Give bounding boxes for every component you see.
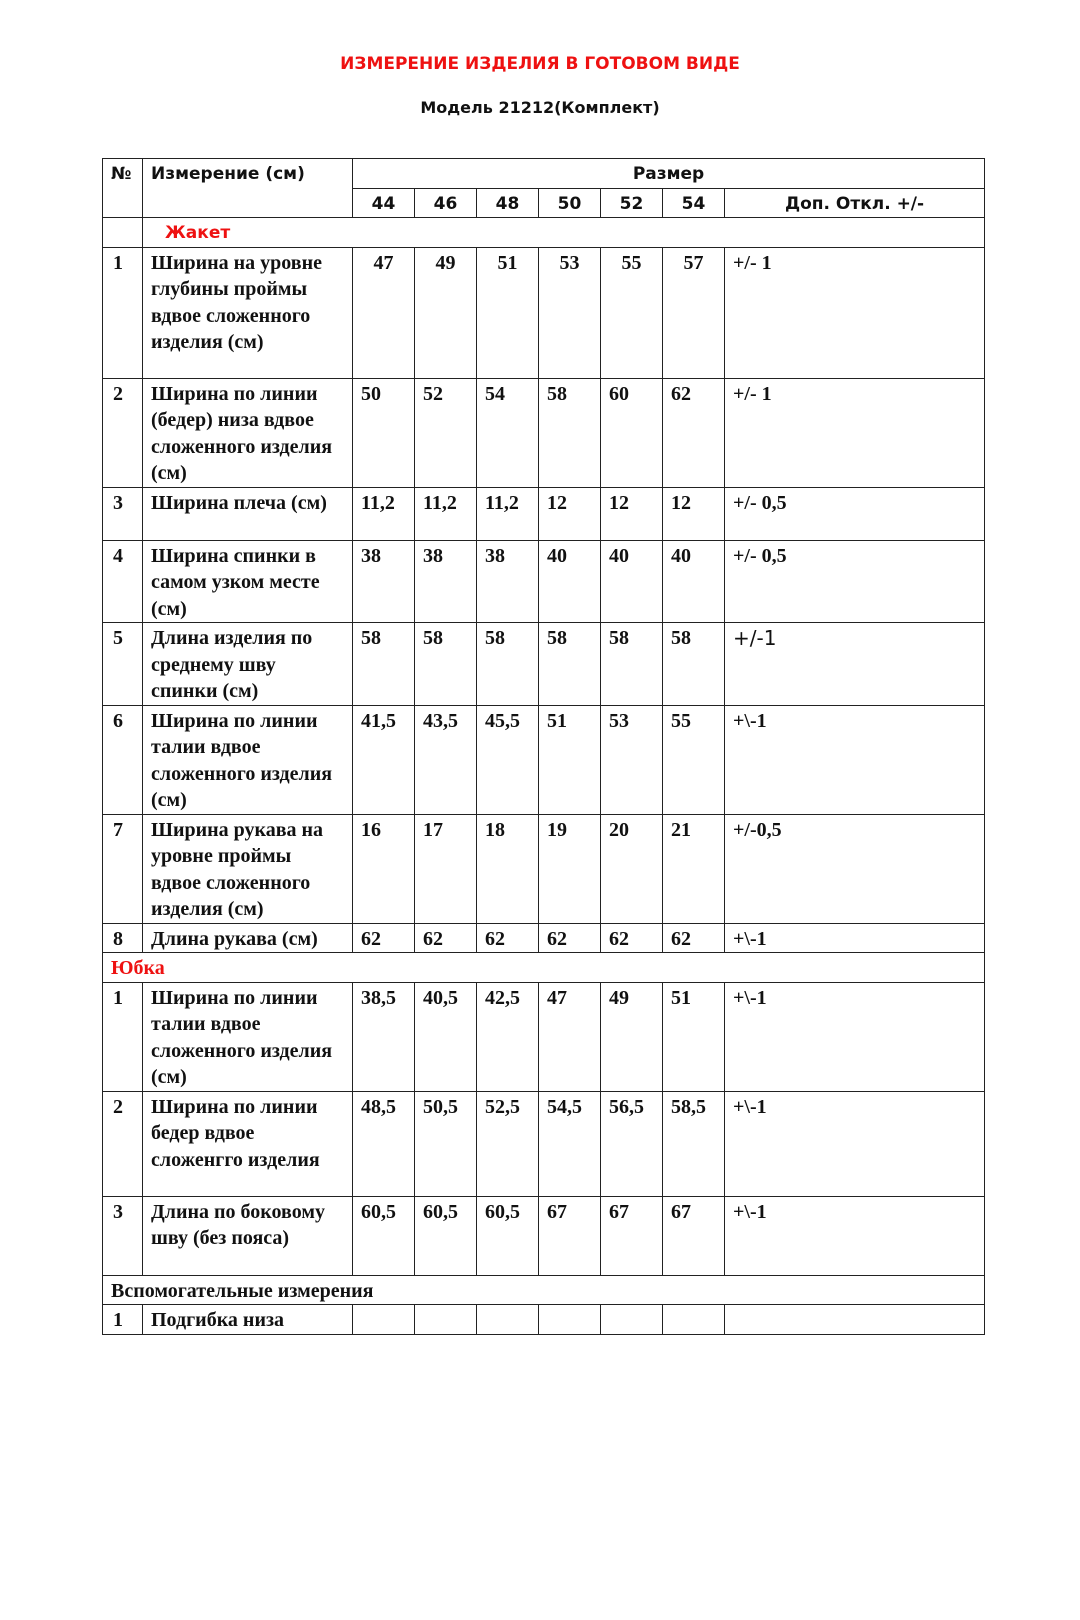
measurement-table	[102, 158, 985, 1335]
size-value: 12	[663, 487, 725, 540]
size-value: 54,5	[539, 1091, 601, 1196]
size-value: 11,2	[353, 487, 415, 540]
size-value: 58,5	[663, 1091, 725, 1196]
size-value: 21	[663, 814, 725, 923]
size-value: 40	[663, 540, 725, 623]
table-row	[103, 923, 985, 953]
size-header: 48	[477, 188, 539, 218]
row-number: 1	[103, 1305, 143, 1335]
measure-label: Длина рукава (см)	[143, 923, 353, 953]
measure-label: Длина по боковому шву (без пояса)	[143, 1196, 353, 1275]
measure-label: Подгибка низа	[143, 1305, 353, 1335]
row-number: 3	[103, 1196, 143, 1275]
size-value: 60	[601, 378, 663, 487]
table-row	[103, 982, 985, 1091]
size-value: 49	[415, 247, 477, 378]
size-value: 60,5	[477, 1196, 539, 1275]
size-value: 60,5	[353, 1196, 415, 1275]
col-no-header: №	[103, 159, 143, 218]
size-value: 67	[663, 1196, 725, 1275]
size-value: 50	[353, 378, 415, 487]
size-value: 42,5	[477, 982, 539, 1091]
size-value: 19	[539, 814, 601, 923]
size-value: 62	[663, 923, 725, 953]
size-value: 62	[415, 923, 477, 953]
size-value: 49	[601, 982, 663, 1091]
size-value: 58	[539, 623, 601, 706]
size-value: 38	[477, 540, 539, 623]
section-row	[103, 218, 985, 248]
tolerance-value: +/- 0,5	[725, 540, 985, 623]
row-number: 2	[103, 378, 143, 487]
measure-label: Ширина по линии талии вдвое сложенного изделия (см)	[143, 705, 353, 814]
size-value: 43,5	[415, 705, 477, 814]
size-header: 46	[415, 188, 477, 218]
table-row	[103, 378, 985, 487]
size-value: 58	[415, 623, 477, 706]
measure-label: Ширина по линии (бедер) низа вдвое сложенного изделия (см)	[143, 378, 353, 487]
row-number: 1	[103, 982, 143, 1091]
table-row	[103, 705, 985, 814]
size-value: 40,5	[415, 982, 477, 1091]
table-row	[103, 247, 985, 378]
row-number: 5	[103, 623, 143, 706]
measure-label: Ширина плеча (см)	[143, 487, 353, 540]
table-row	[103, 814, 985, 923]
size-value: 55	[663, 705, 725, 814]
tolerance-value: +\-1	[725, 1091, 985, 1196]
size-value: 62	[353, 923, 415, 953]
size-value: 40	[539, 540, 601, 623]
section-spacer	[103, 218, 143, 248]
size-header: 50	[539, 188, 601, 218]
size-value: 45,5	[477, 705, 539, 814]
size-value: 58	[601, 623, 663, 706]
tolerance-value: +\-1	[725, 705, 985, 814]
col-size-header: Размер	[353, 159, 985, 189]
size-value: 62	[601, 923, 663, 953]
table-row	[103, 1196, 985, 1275]
size-value: 20	[601, 814, 663, 923]
table-row	[103, 1305, 985, 1335]
measure-label: Ширина по линии бедер вдвое сложенгго изделия	[143, 1091, 353, 1196]
size-value: 57	[663, 247, 725, 378]
model-subtitle: Модель 21212(Комплект)	[420, 98, 660, 117]
row-number: 8	[103, 923, 143, 953]
table-row	[103, 623, 985, 706]
size-value: 62	[539, 923, 601, 953]
size-value: 67	[601, 1196, 663, 1275]
table-row	[103, 487, 985, 540]
size-value	[415, 1305, 477, 1335]
row-number: 6	[103, 705, 143, 814]
size-value: 12	[601, 487, 663, 540]
size-value: 56,5	[601, 1091, 663, 1196]
size-value: 16	[353, 814, 415, 923]
tolerance-value: +/-0,5	[725, 814, 985, 923]
section-title: Жакет	[143, 218, 985, 248]
size-value	[539, 1305, 601, 1335]
size-value: 55	[601, 247, 663, 378]
section-title: Вспомогательные измерения	[103, 1275, 985, 1305]
row-number: 4	[103, 540, 143, 623]
row-number: 3	[103, 487, 143, 540]
tolerance-value: +/- 1	[725, 247, 985, 378]
size-value: 52	[415, 378, 477, 487]
size-value: 11,2	[415, 487, 477, 540]
size-value: 54	[477, 378, 539, 487]
size-value	[477, 1305, 539, 1335]
table-row	[103, 540, 985, 623]
size-value: 38	[415, 540, 477, 623]
size-value: 62	[477, 923, 539, 953]
section-title: Юбка	[103, 953, 985, 983]
size-value: 51	[663, 982, 725, 1091]
measure-label: Ширина спинки в самом узком месте (см)	[143, 540, 353, 623]
row-number: 1	[103, 247, 143, 378]
col-measure-header: Измерение (см)	[143, 159, 353, 218]
size-value	[663, 1305, 725, 1335]
size-value: 58	[477, 623, 539, 706]
size-value: 62	[663, 378, 725, 487]
size-value: 11,2	[477, 487, 539, 540]
row-number: 2	[103, 1091, 143, 1196]
size-value: 60,5	[415, 1196, 477, 1275]
size-value: 38,5	[353, 982, 415, 1091]
size-value: 12	[539, 487, 601, 540]
size-header: 44	[353, 188, 415, 218]
size-value: 50,5	[415, 1091, 477, 1196]
tolerance-value	[725, 1305, 985, 1335]
tolerance-value: +\-1	[725, 923, 985, 953]
size-value: 53	[601, 705, 663, 814]
size-value: 41,5	[353, 705, 415, 814]
table-row	[103, 1091, 985, 1196]
section-row	[103, 1275, 985, 1305]
measure-label: Ширина на уровне глубины проймы вдвое сложенного изделия (см)	[143, 247, 353, 378]
size-value: 51	[539, 705, 601, 814]
size-value	[353, 1305, 415, 1335]
tolerance-value: +/- 0,5	[725, 487, 985, 540]
size-value: 40	[601, 540, 663, 623]
size-value: 18	[477, 814, 539, 923]
tolerance-value: +\-1	[725, 1196, 985, 1275]
size-header: 54	[663, 188, 725, 218]
size-value: 58	[353, 623, 415, 706]
measure-label: Длина изделия по среднему шву спинки (см)	[143, 623, 353, 706]
size-value: 58	[539, 378, 601, 487]
size-value: 38	[353, 540, 415, 623]
tolerance-value: +\-1	[725, 982, 985, 1091]
tolerance-value: +/-1	[725, 623, 985, 706]
measure-label: Ширина по линии талии вдвое сложенного изделия (см)	[143, 982, 353, 1091]
size-value: 52,5	[477, 1091, 539, 1196]
size-value: 58	[663, 623, 725, 706]
row-number: 7	[103, 814, 143, 923]
size-value: 47	[539, 982, 601, 1091]
tolerance-value: +/- 1	[725, 378, 985, 487]
section-row	[103, 953, 985, 983]
size-value: 51	[477, 247, 539, 378]
document-title: ИЗМЕРЕНИЕ ИЗДЕЛИЯ В ГОТОВОМ ВИДЕ	[340, 54, 740, 74]
size-header: 52	[601, 188, 663, 218]
tolerance-header: Доп. Откл. +/-	[725, 188, 985, 218]
size-value: 67	[539, 1196, 601, 1275]
size-value	[601, 1305, 663, 1335]
size-value: 53	[539, 247, 601, 378]
size-value: 17	[415, 814, 477, 923]
measure-label: Ширина рукава на уровне проймы вдвое сложенного изделия (см)	[143, 814, 353, 923]
header-row	[103, 159, 985, 189]
size-value: 48,5	[353, 1091, 415, 1196]
size-value: 47	[353, 247, 415, 378]
